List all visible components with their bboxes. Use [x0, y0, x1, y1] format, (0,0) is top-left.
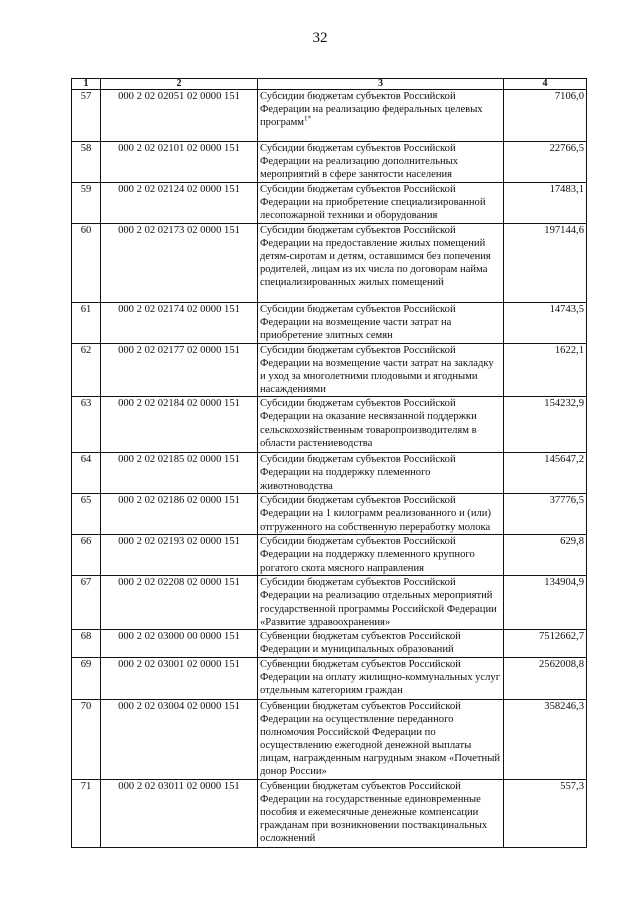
table-row	[72, 779, 587, 847]
table-row	[72, 657, 587, 699]
row-number: 64	[72, 453, 101, 494]
budget-code: 000 2 02 02184 02 0000 151	[101, 397, 258, 453]
row-number: 59	[72, 183, 101, 224]
amount: 557,3	[504, 779, 587, 847]
income-description-cell	[258, 90, 504, 142]
income-description: Субсидии бюджетам субъектов Российской Федерации на реализацию дополнительных мероприятий в сфере занятости населения	[260, 143, 459, 181]
income-description: Субсидии бюджетам субъектов Российской Федерации на возмещение части затрат на приобретение элитных семян	[260, 304, 456, 342]
table-row	[72, 629, 587, 657]
income-description-cell	[258, 629, 504, 657]
income-description: Субсидии бюджетам субъектов Российской Федерации на поддержку племенного крупного рогатого скота мясного направления	[260, 536, 475, 574]
income-description-cell	[258, 699, 504, 779]
row-number: 67	[72, 576, 101, 629]
income-description: Субсидии бюджетам субъектов Российской Федерации на оказание несвязанной поддержки сельскохозяйственным товаропроизводителям в области растениеводства	[260, 398, 477, 449]
budget-code: 000 2 02 02173 02 0000 151	[101, 224, 258, 303]
income-description-cell	[258, 344, 504, 397]
column-header: 4	[504, 79, 587, 90]
row-number: 70	[72, 699, 101, 779]
budget-table	[71, 78, 587, 848]
amount: 7512662,7	[504, 629, 587, 657]
table-row	[72, 142, 587, 183]
income-description: Субсидии бюджетам субъектов Российской Федерации на предоставление жилых помещений детям-сиротам и детям, оставшимся без попечения родителей, лицам из их числа по договорам найма специализированных жилых помещений	[260, 225, 491, 289]
income-description-cell	[258, 779, 504, 847]
budget-code: 000 2 02 03011 02 0000 151	[101, 779, 258, 847]
table-row	[72, 453, 587, 494]
income-description-cell	[258, 303, 504, 344]
income-description: Субсидии бюджетам субъектов Российской Федерации на приобретение специализированной лесопожарной техники и оборудования	[260, 184, 486, 222]
amount: 1622,1	[504, 344, 587, 397]
row-number: 57	[72, 90, 101, 142]
table-row	[72, 576, 587, 629]
amount: 22766,5	[504, 142, 587, 183]
table-header-row	[72, 79, 587, 90]
income-description: Субвенции бюджетам субъектов Российской Федерации на оплату жилищно-коммунальных услуг отдельным категориям граждан	[260, 658, 501, 696]
amount: 17483,1	[504, 183, 587, 224]
page-number: 32	[312, 30, 328, 46]
income-description: Субсидии бюджетам субъектов Российской Федерации на 1 килограмм реализованного и (или) отгруженного на собственную переработку молока	[260, 495, 491, 533]
income-description-cell	[258, 494, 504, 535]
income-description: Субвенции бюджетам субъектов Российской Федерации и муниципальных образований	[260, 630, 461, 655]
amount: 358246,3	[504, 699, 587, 779]
budget-code: 000 2 02 03001 02 0000 151	[101, 657, 258, 699]
income-description: Субвенции бюджетам субъектов Российской Федерации на осуществление переданного полномочия Российской Федерации по осуществлению ежегодной денежной выплаты лицам, награжденным нагрудным знаком «Почетный донор России»	[260, 700, 500, 778]
column-header: 2	[101, 79, 258, 90]
row-number: 62	[72, 344, 101, 397]
table-row	[72, 183, 587, 224]
row-number: 58	[72, 142, 101, 183]
income-description-cell	[258, 453, 504, 494]
amount: 37776,5	[504, 494, 587, 535]
budget-code: 000 2 02 02051 02 0000 151	[101, 90, 258, 142]
table-row	[72, 90, 587, 142]
table-row	[72, 224, 587, 303]
row-number: 68	[72, 629, 101, 657]
amount: 629,8	[504, 535, 587, 576]
table-row	[72, 397, 587, 453]
table-row	[72, 699, 587, 779]
budget-code: 000 2 02 02186 02 0000 151	[101, 494, 258, 535]
row-number: 60	[72, 224, 101, 303]
row-number: 66	[72, 535, 101, 576]
column-header: 3	[258, 79, 504, 90]
budget-code: 000 2 02 02174 02 0000 151	[101, 303, 258, 344]
amount: 134904,9	[504, 576, 587, 629]
income-description-cell	[258, 183, 504, 224]
table-row	[72, 535, 587, 576]
income-description-cell	[258, 535, 504, 576]
table-row	[72, 494, 587, 535]
income-description-cell	[258, 576, 504, 629]
income-description-cell	[258, 657, 504, 699]
table-row	[72, 303, 587, 344]
row-number: 65	[72, 494, 101, 535]
budget-code: 000 2 02 02185 02 0000 151	[101, 453, 258, 494]
budget-code: 000 2 02 02124 02 0000 151	[101, 183, 258, 224]
table-row	[72, 344, 587, 397]
row-number: 63	[72, 397, 101, 453]
budget-code: 000 2 02 02101 02 0000 151	[101, 142, 258, 183]
budget-code: 000 2 02 02177 02 0000 151	[101, 344, 258, 397]
income-description: Субвенции бюджетам субъектов Российской Федерации на государственные единовременные пособия и ежемесячные денежные компенсации гражданам при возникновении поствакцинальных осложнений	[260, 780, 488, 845]
row-number: 69	[72, 657, 101, 699]
income-description-cell	[258, 142, 504, 183]
income-description: Субсидии бюджетам субъектов Российской Федерации на возмещение части затрат на закладку и уход за многолетними плодовыми и ягодными насаждениями	[260, 345, 494, 396]
row-number: 61	[72, 303, 101, 344]
budget-code: 000 2 02 03004 02 0000 151	[101, 699, 258, 779]
amount: 145647,2	[504, 453, 587, 494]
amount: 2562008,8	[504, 657, 587, 699]
budget-code: 000 2 02 02208 02 0000 151	[101, 576, 258, 629]
amount: 197144,6	[504, 224, 587, 303]
income-description: Субсидии бюджетам субъектов Российской Федерации на поддержку племенного животноводства	[260, 454, 456, 492]
budget-code: 000 2 02 02193 02 0000 151	[101, 535, 258, 576]
income-description-cell	[258, 224, 504, 303]
column-header: 1	[72, 79, 101, 90]
amount: 7106,0	[504, 90, 587, 142]
footnote-mark: 1*	[304, 114, 312, 123]
row-number: 71	[72, 779, 101, 847]
income-description: Субсидии бюджетам субъектов Российской Федерации на реализацию отдельных мероприятий государственной программы Российской Федерации «Развитие здравоохранения»	[260, 577, 497, 628]
amount: 14743,5	[504, 303, 587, 344]
amount: 154232,9	[504, 397, 587, 453]
income-description-cell	[258, 397, 504, 453]
income-description: Субсидии бюджетам субъектов Российской Федерации на реализацию федеральных целевых программ	[260, 91, 483, 129]
budget-code: 000 2 02 03000 00 0000 151	[101, 629, 258, 657]
